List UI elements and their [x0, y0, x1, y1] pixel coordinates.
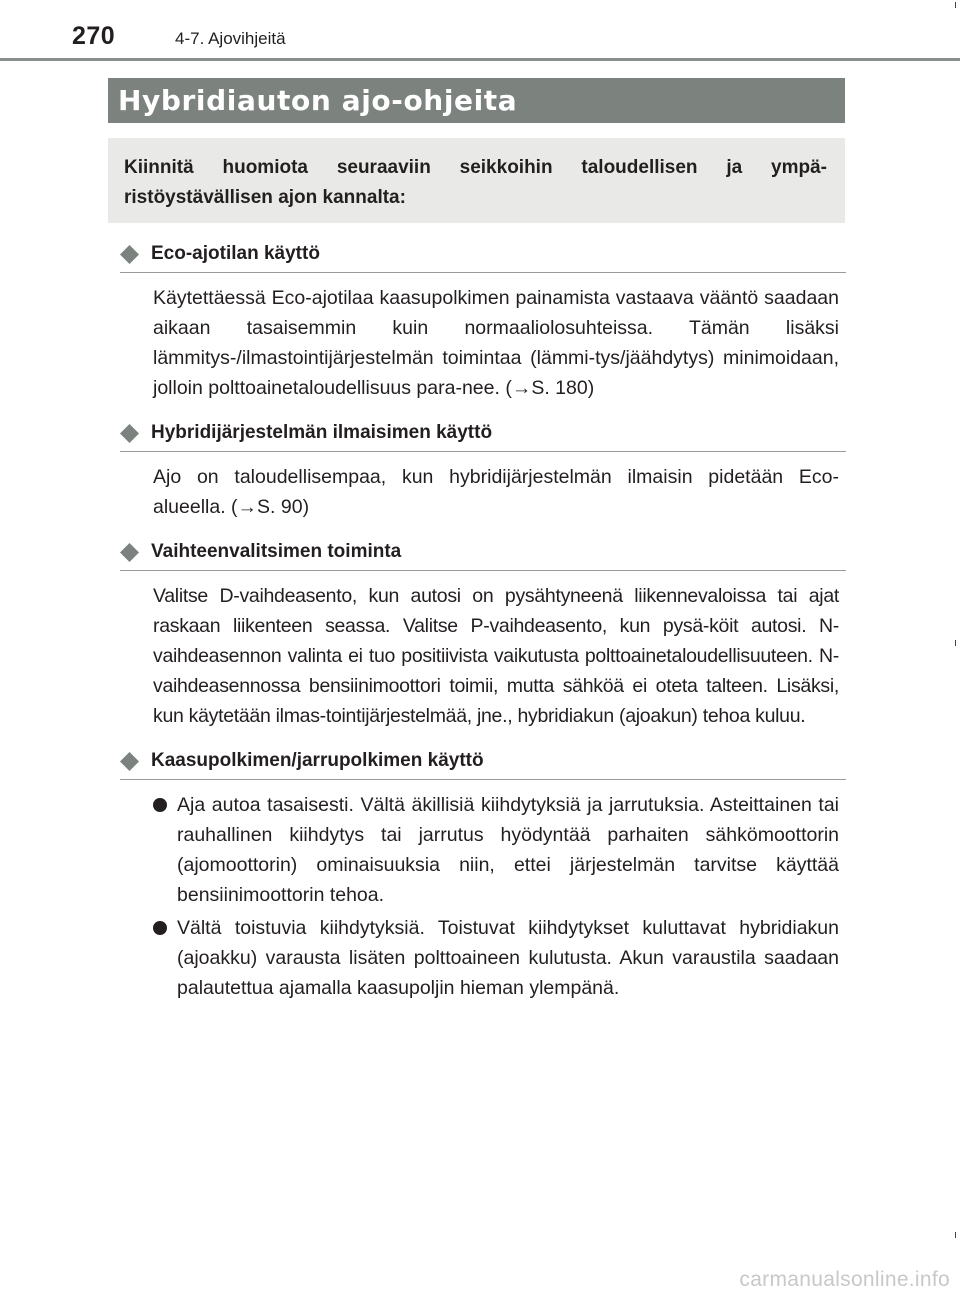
- bullet-list: [153, 790, 839, 1003]
- bullet-dot-icon: [153, 798, 167, 812]
- crop-mark: [955, 1232, 956, 1238]
- title-bar: [108, 78, 845, 123]
- list-item: [153, 913, 839, 1003]
- section-heading-text: Hybridijärjestelmän ilmaisimen käyttö: [151, 422, 493, 443]
- diamond-icon: [120, 424, 139, 443]
- page-title: Hybridiauton ajo-ohjeita: [118, 84, 518, 117]
- section-heading: [120, 421, 846, 452]
- section-heading: [120, 540, 846, 571]
- section-body: Valitse D-vaihdeasento, kun autosi on pysähtyneenä liikennevaloissa tai ajat raskaan liikenteen seassa. Valitse P-vaihdeasento, kun pysä-köit autosi. N-vaihdeasennon valinta ei tuo positiivista vaikutusta polttoainetaloudellisuuteen. N-vaihdeasennossa bensiinimoottori toimii, mutta sähköä ei oteta talteen. Lisäksi, kun käytetään ilmas-tointijärjestelmää, jne., hybridiakun (ajoakun) tehoa kuluu.: [153, 585, 839, 727]
- crop-mark: [955, 640, 956, 646]
- list-item-text: Vältä toistuvia kiihdytyksiä. Toistuvat kiihdytykset kuluttavat hybridiakun (ajoakku) varausta lisäten polttoaineen kulutusta. Akun varaustila saadaan palautettua ajamalla kaasupoljin hieman ylempänä.: [177, 917, 839, 999]
- watermark: carmanualsonline.info: [739, 1268, 950, 1291]
- section-heading-text: Vaihteenvalitsimen toiminta: [151, 541, 402, 562]
- crop-mark: [955, 2, 956, 8]
- section-label: 4-7. Ajovihjeitä: [175, 29, 286, 48]
- list-item-text: Aja autoa tasaisesti. Vältä äkillisiä kiihdytyksiä ja jarrutuksia. Asteittainen tai rauhallinen kiihdytys tai jarrutus hyödyntää parhaiten sähkömoottorin (ajomoottorin) ominaisuuksia niin, ettei järjestelmän tarvitse käyttää bensiinimoottorin tehoa.: [177, 794, 839, 906]
- section-heading-text: Kaasupolkimen/jarrupolkimen käyttö: [151, 750, 484, 771]
- section-body: Käytettäessä Eco-ajotilaa kaasupolkimen painamista vastaava vääntö saadaan aikaan tasaisemmin kuin normaaliolosuhteissa. Tämän lisäksi lämmitys-/ilmastointijärjestelmän toimintaa (lämmi-tys/jäähdytys) minimoidaan, jolloin polttoainetaloudellisuus para-nee. (→S. 180): [153, 287, 839, 399]
- list-item: [153, 790, 839, 910]
- page-number: 270: [72, 22, 116, 50]
- section-heading-text: Eco-ajotilan käyttö: [151, 243, 320, 264]
- diamond-icon: [120, 245, 139, 264]
- section-heading: [120, 749, 846, 780]
- content: [120, 242, 846, 1006]
- intro-box: Kiinnitä huomiota seuraaviin seikkoihin taloudellisen ja ympä-ristöystävällisen ajon kannalta:: [108, 138, 845, 223]
- diamond-icon: [120, 543, 139, 562]
- header-rule: [0, 58, 960, 61]
- section-body: Ajo on taloudellisempaa, kun hybridijärjestelmän ilmaisin pidetään Eco-alueella. (→S. 90): [153, 466, 839, 518]
- bullet-dot-icon: [153, 921, 167, 935]
- section-heading: [120, 242, 846, 273]
- diamond-icon: [120, 752, 139, 771]
